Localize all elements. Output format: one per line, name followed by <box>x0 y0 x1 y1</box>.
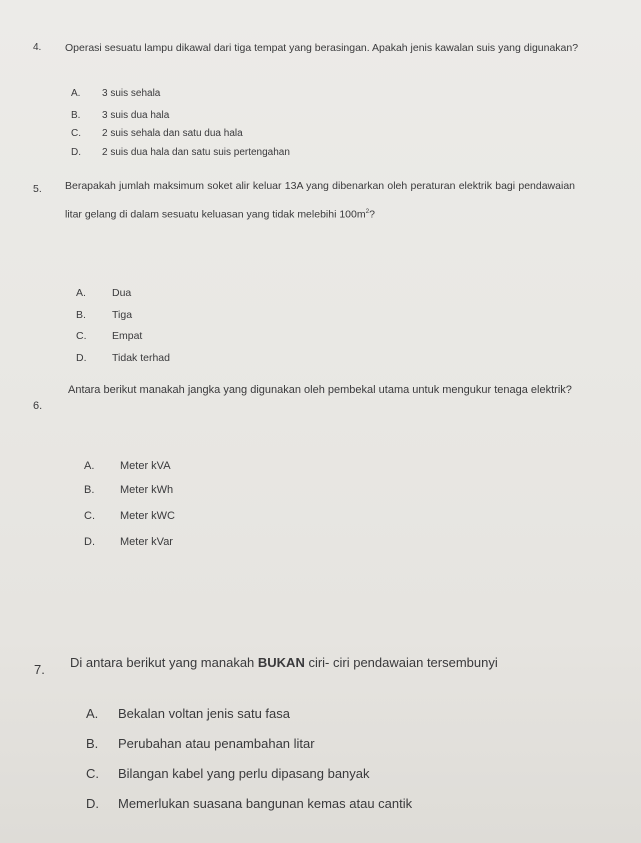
question-number: 6. <box>33 400 43 412</box>
question-text: Antara berikut manakah jangka yang digunakan oleh pembekal utama untuk mengukur tenaga elektrik? <box>68 384 572 396</box>
option-text: 3 suis sehala <box>102 88 161 99</box>
option-text: Meter kWh <box>120 484 174 496</box>
question-number: 4. <box>33 42 42 53</box>
option-letter: B. <box>76 309 86 321</box>
option-text: Bekalan voltan jenis satu fasa <box>118 706 290 721</box>
question-number: 7. <box>34 662 45 677</box>
option-text: Bilangan kabel yang perlu dipasang banyak <box>118 766 370 781</box>
option-c[interactable] <box>86 766 370 781</box>
option-d[interactable] <box>86 796 412 811</box>
option-letter: D. <box>84 536 95 548</box>
question-text-end: ciri- ciri pendawaian tersembunyi <box>304 655 498 670</box>
option-a[interactable] <box>86 706 290 721</box>
question-text: Operasi sesuatu lampu dikawal dari tiga tempat yang berasingan. Apakah jenis kawalan suis yang digunakan? <box>65 42 579 54</box>
option-letter: D. <box>86 796 99 811</box>
question-text-end: ? <box>369 208 375 221</box>
option-letter: C. <box>76 330 87 342</box>
emphasis-bukan: BUKAN <box>257 655 305 670</box>
question-text-main: Berapakah jumlah maksimum soket alir keluar 13A yang dibenarkan oleh peraturan elektrik bagi pendawaian litar gelang di dalam sesuatu keluasan yang tidak melebihi 100m <box>65 180 575 221</box>
question-text-start: Di antara berikut yang manakah <box>70 655 258 670</box>
option-letter: C. <box>71 128 81 139</box>
option-text: Empat <box>112 330 143 342</box>
option-text: Meter kWC <box>120 510 175 522</box>
option-letter: A. <box>71 88 81 99</box>
question-number: 5. <box>33 183 42 195</box>
option-letter: D. <box>76 352 87 364</box>
option-text: Tidak terhad <box>112 352 170 364</box>
superscript-exponent: 2 <box>365 208 370 215</box>
option-letter: A. <box>86 706 99 721</box>
option-text: Tiga <box>112 309 133 321</box>
option-b[interactable] <box>86 736 315 751</box>
option-text: Perubahan atau penambahan litar <box>118 736 315 751</box>
option-letter: A. <box>84 460 95 472</box>
option-letter: D. <box>71 147 81 158</box>
question-text <box>70 654 640 672</box>
option-text: 2 suis sehala dan satu dua hala <box>102 128 243 139</box>
option-text: 3 suis dua hala <box>102 110 170 121</box>
option-letter: C. <box>84 510 95 522</box>
option-letter: B. <box>84 484 95 496</box>
option-letter: A. <box>76 287 86 299</box>
option-letter: C. <box>86 766 99 781</box>
option-text: Dua <box>112 287 132 299</box>
option-letter: B. <box>71 110 81 121</box>
option-text: Meter kVA <box>120 460 171 472</box>
option-text: Memerlukan suasana bangunan kemas atau cantik <box>118 796 413 811</box>
option-text: 2 suis dua hala dan satu suis pertengahan <box>102 147 290 158</box>
option-text: Meter kVar <box>120 536 173 548</box>
option-letter: B. <box>86 736 99 751</box>
